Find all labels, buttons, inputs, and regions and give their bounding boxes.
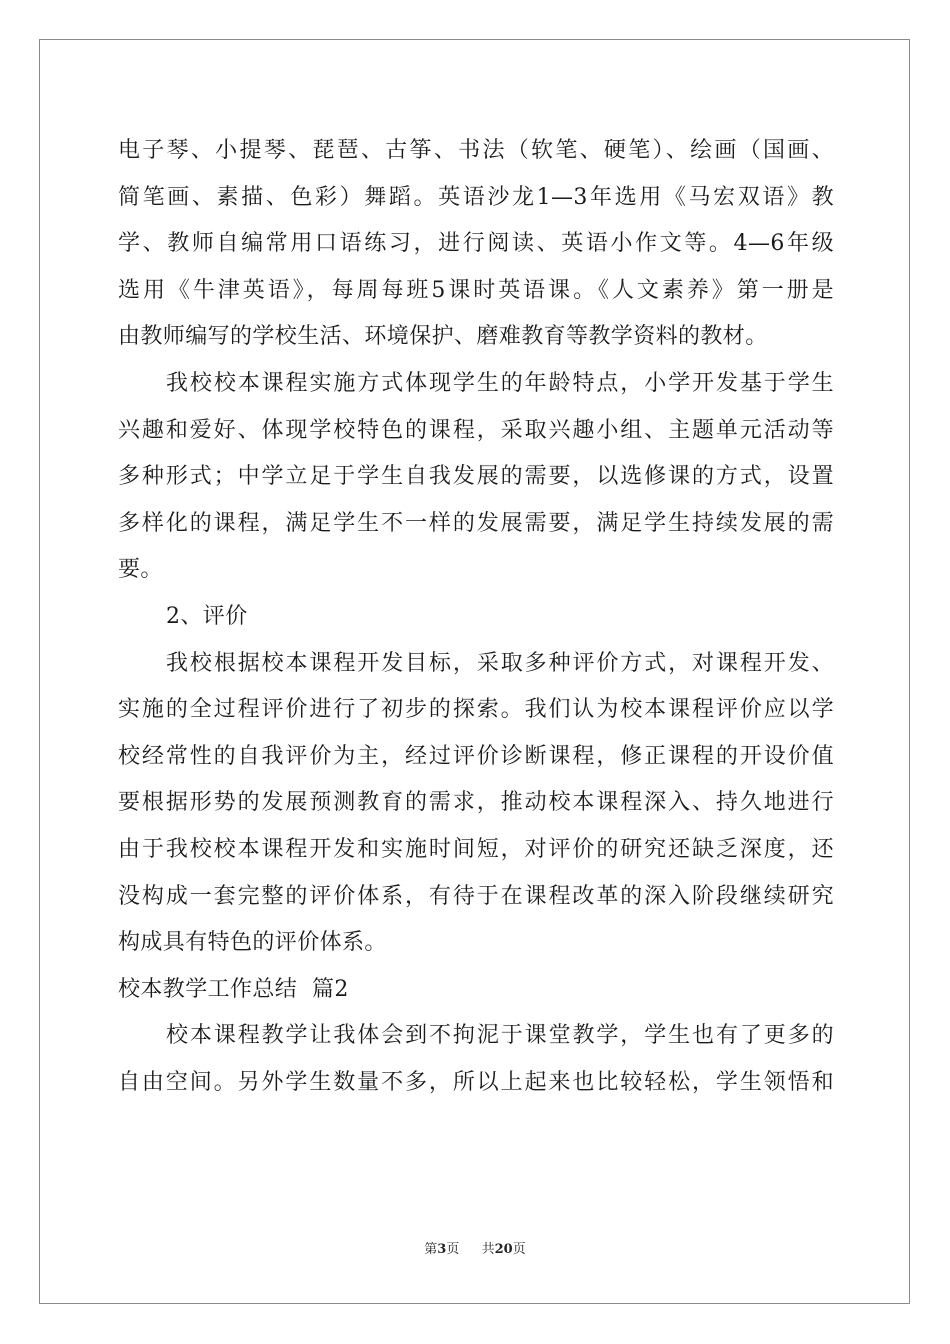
text-line-8: 多种形式；中学立足于学生自我发展的需要，以选修课的方式，设置	[118, 464, 834, 490]
page-prefix: 第	[424, 1242, 438, 1257]
text-line-10: 要。	[118, 557, 163, 583]
text-line-7: 兴趣和爱好、体现学校特色的课程，采取兴趣小组、主题单元活动等	[118, 417, 834, 443]
article-title: 校本教学工作总结 篇2	[118, 976, 349, 1002]
text-line-15: 要根据形势的发展预测教育的需求，推动校本课程深入、持久地进行	[118, 790, 834, 816]
text-line-16: 由于我校校本课程开发和实施时间短，对评价的研究还缺乏深度，还	[118, 836, 834, 862]
total-pages: 20	[494, 1242, 513, 1257]
document-body	[118, 128, 834, 1106]
text-line-1: 电子琴、小提琴、琵琶、古筝、书法（软笔、硬笔）、绘画（国画、	[118, 138, 834, 163]
text-line-2: 简笔画、素描、色彩）舞蹈。英语沙龙1—3年选用《马宏双语》教	[118, 184, 834, 210]
page-suffix: 页	[446, 1242, 460, 1257]
section-heading-evaluation: 2、评价	[166, 603, 248, 629]
text-line-4: 选用《牛津英语》，每周每班5课时英语课。《人文素养》第一册是	[118, 277, 834, 303]
text-line-3: 学、教师自编常用口语练习，进行阅读、英语小作文等。4—6年级	[118, 231, 834, 257]
page-footer	[0, 1238, 950, 1257]
text-line-14: 校经常性的自我评价为主，经过评价诊断课程，修正课程的开设价值	[118, 743, 834, 769]
text-line-17: 没构成一套完整的评价体系，有待于在课程改革的深入阶段继续研究	[118, 883, 834, 909]
text-line-21: 自由空间。另外学生数量不多，所以上起来也比较轻松，学生领悟和	[118, 1069, 834, 1095]
text-line-9: 多样化的课程，满足学生不一样的发展需要，满足学生持续发展的需	[118, 510, 834, 536]
total-prefix: 共	[481, 1242, 495, 1257]
total-suffix: 页	[512, 1242, 526, 1257]
text-line-20: 校本课程教学让我体会到不拘泥于课堂教学，学生也有了更多的	[166, 1023, 834, 1049]
text-line-13: 实施的全过程评价进行了初步的探索。我们认为校本课程评价应以学	[118, 697, 834, 723]
text-line-18: 构成具有特色的评价体系。	[118, 930, 387, 956]
text-line-5: 由教师编写的学校生活、环境保护、磨难教育等教学资料的教材。	[118, 324, 768, 350]
page-number: 3	[437, 1242, 447, 1257]
text-line-6: 我校校本课程实施方式体现学生的年龄特点，小学开发基于学生	[166, 370, 834, 396]
text-line-12: 我校根据校本课程开发目标，采取多种评价方式，对课程开发、	[166, 650, 834, 676]
